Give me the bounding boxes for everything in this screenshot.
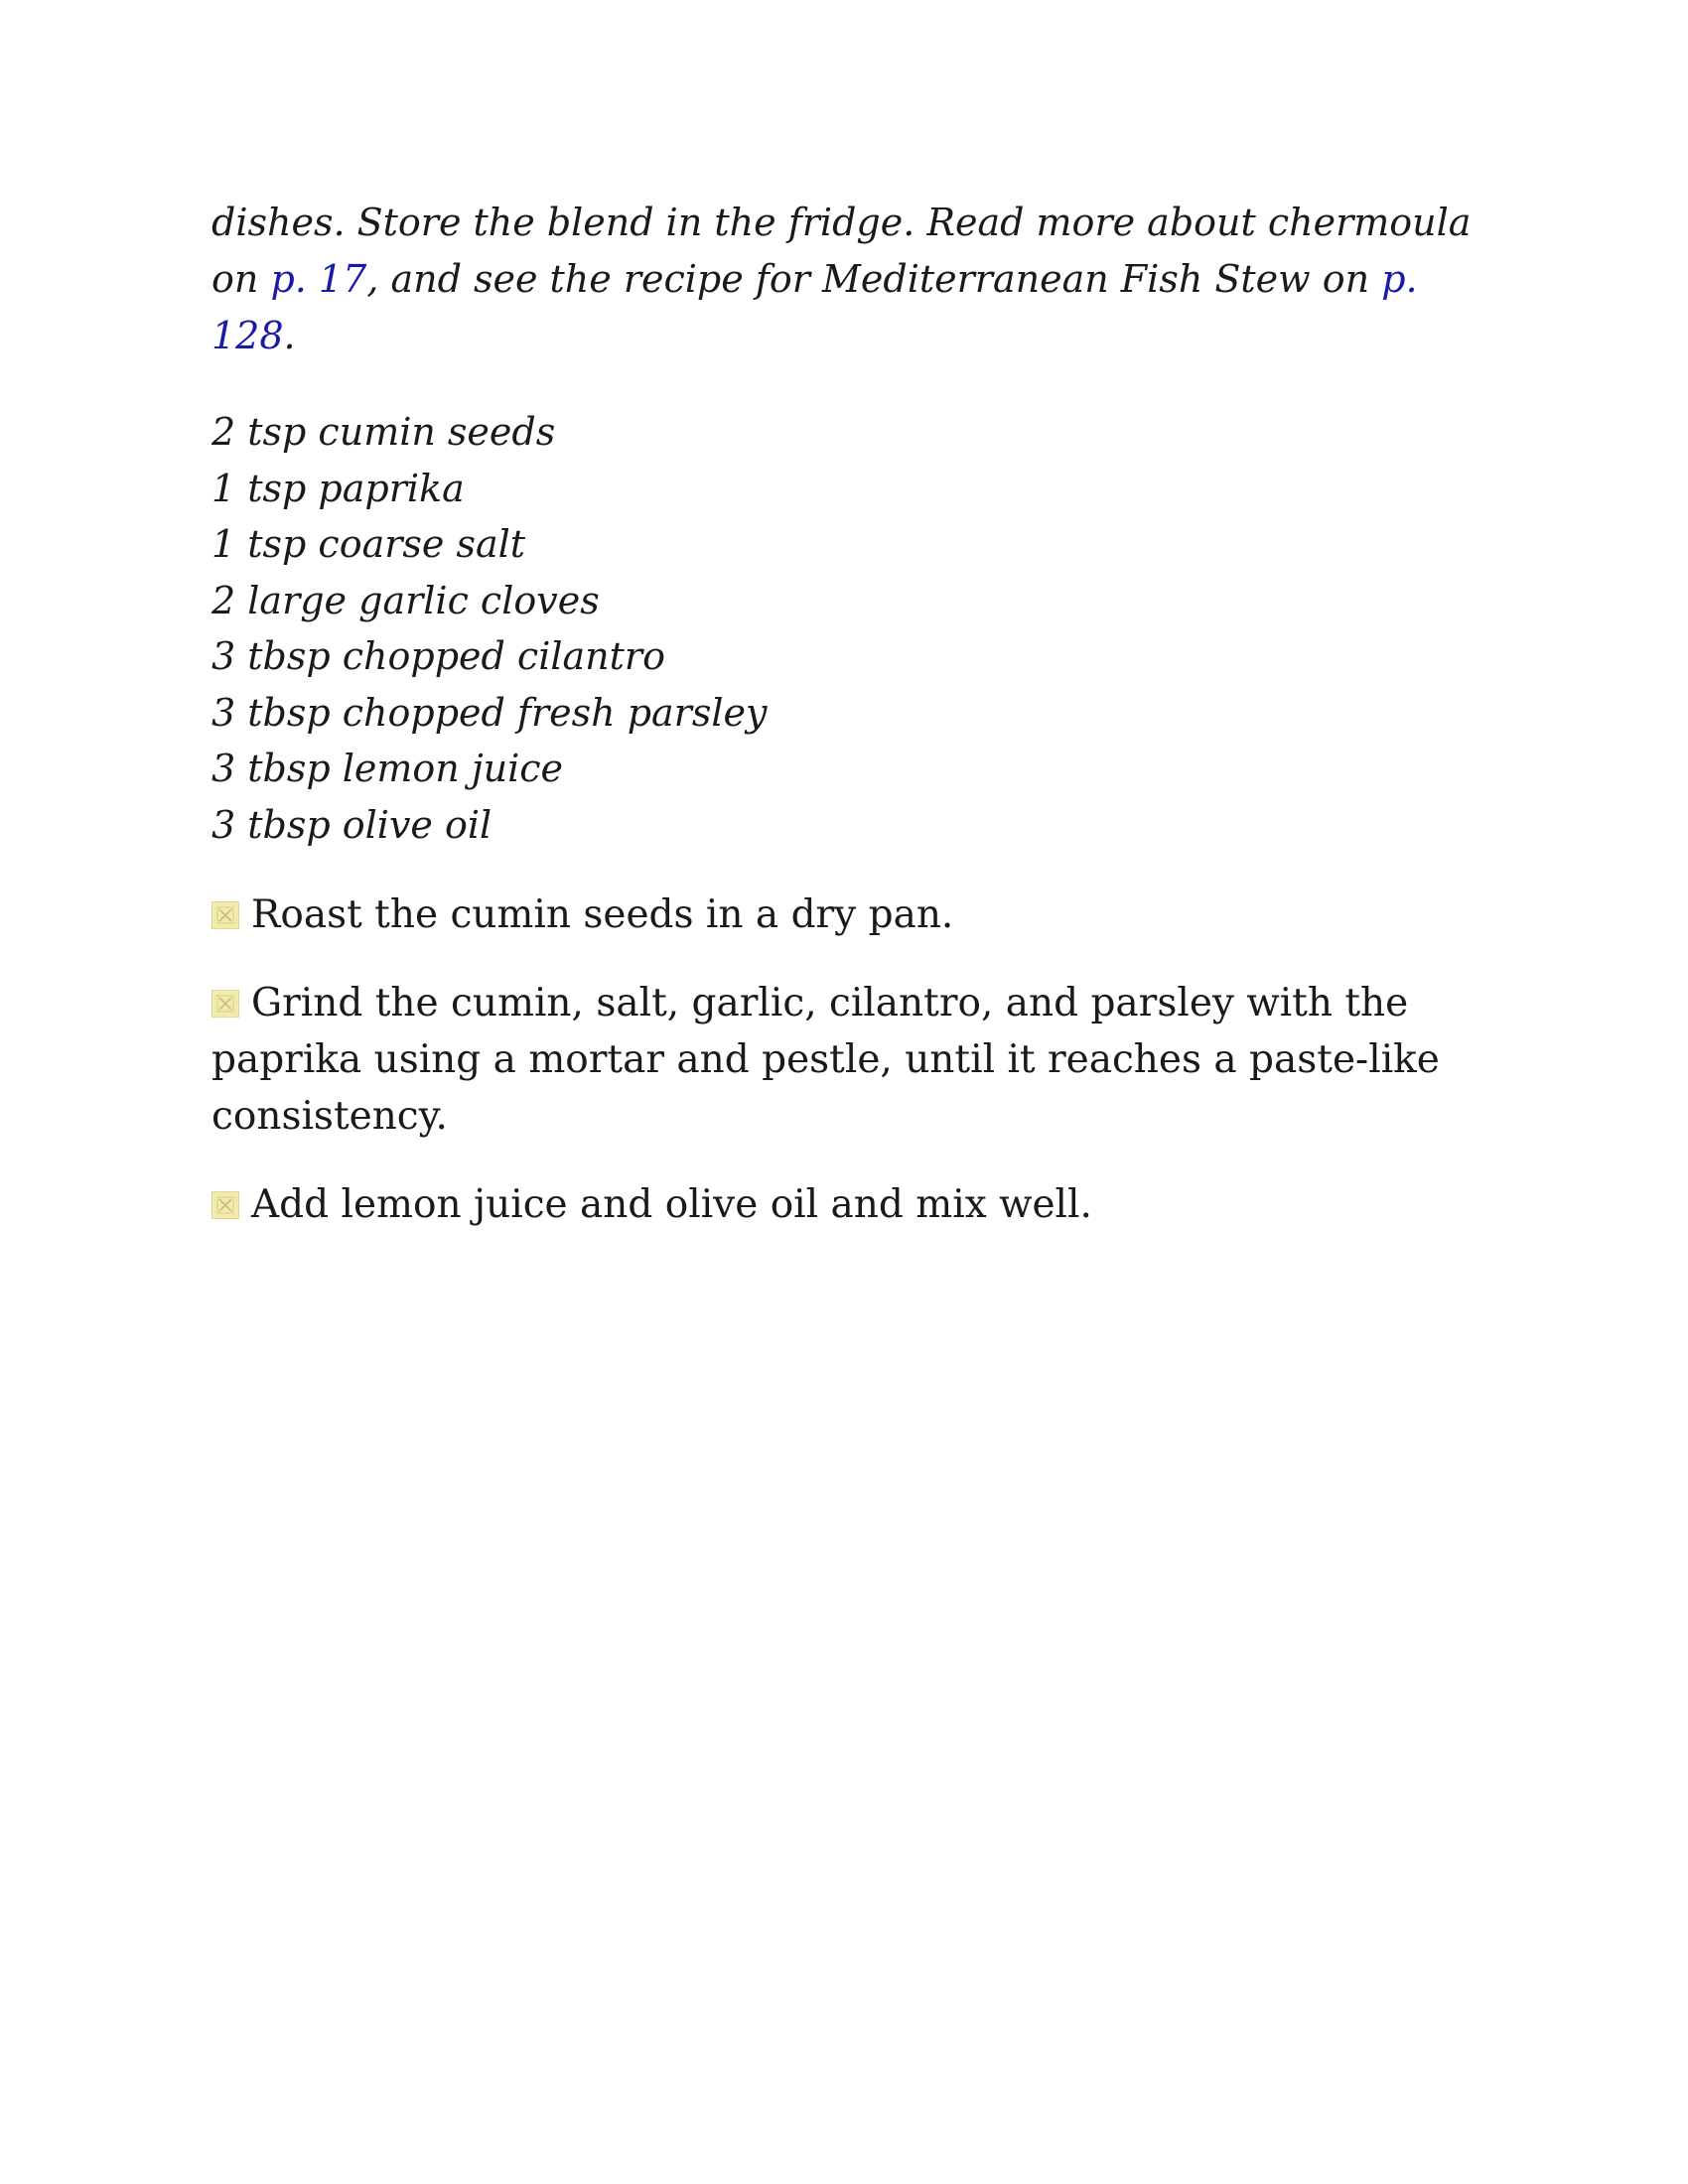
step-marker-icon bbox=[211, 990, 239, 1018]
ingredient-item: 3 tbsp olive oil bbox=[211, 802, 492, 847]
ingredient-item: 1 tsp coarse salt bbox=[211, 522, 526, 566]
page-17-link[interactable]: p. 17 bbox=[270, 257, 367, 301]
step-text: Add lemon juice and olive oil and mix well. bbox=[251, 1182, 1092, 1227]
ingredient-item: 3 tbsp lemon juice bbox=[211, 747, 564, 790]
ingredient-list bbox=[211, 404, 1492, 853]
instruction-steps bbox=[211, 887, 1492, 1233]
intro-text-3: . bbox=[283, 314, 296, 357]
intro-text-1: dishes. Store the blend in the fridge. Read more about chermoula on bbox=[211, 201, 1472, 301]
ingredient-item: 2 tsp cumin seeds bbox=[211, 410, 556, 454]
intro-text-2: , and see the recipe for Mediterranean Fish Stew on bbox=[366, 257, 1382, 301]
recipe-page bbox=[211, 195, 1492, 1265]
step-marker-icon bbox=[211, 1191, 239, 1219]
instruction-step bbox=[211, 1176, 1492, 1233]
ingredient-item: 1 tsp paprika bbox=[211, 466, 465, 510]
step-text: Roast the cumin seeds in a dry pan. bbox=[251, 892, 954, 937]
step-marker-icon bbox=[211, 901, 239, 929]
instruction-step bbox=[211, 887, 1492, 943]
intro-paragraph bbox=[211, 195, 1492, 364]
step-text: Grind the cumin, salt, garlic, cilantro, and parsley with the paprika using a mortar and pestle, until it reaches a paste-like consistency. bbox=[211, 981, 1440, 1139]
ingredient-item: 3 tbsp chopped cilantro bbox=[211, 634, 665, 678]
ingredient-item: 3 tbsp chopped fresh parsley bbox=[211, 690, 768, 735]
ingredient-item: 2 large garlic cloves bbox=[211, 578, 600, 622]
page-128-link[interactable]: p. 128 bbox=[211, 257, 1418, 357]
instruction-step bbox=[211, 975, 1492, 1145]
